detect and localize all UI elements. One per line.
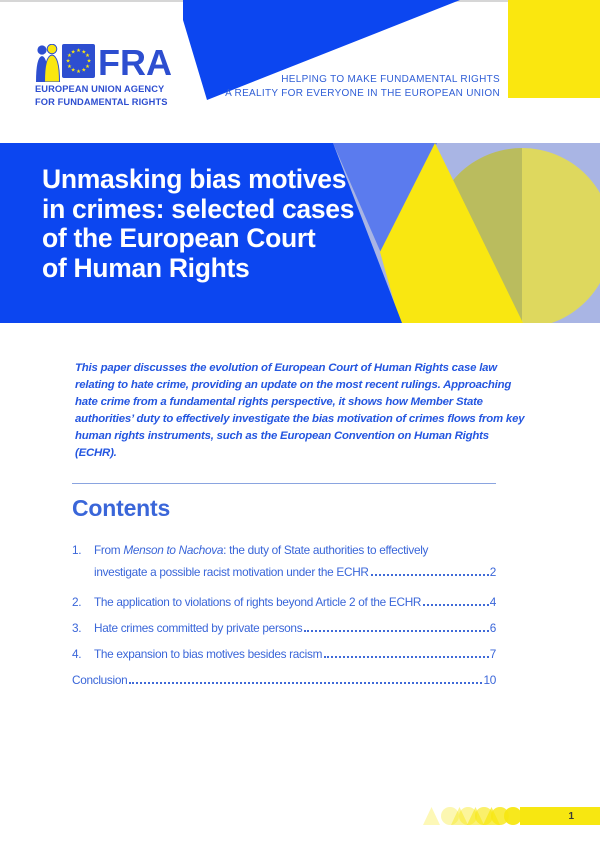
svg-text:★: ★ <box>85 63 91 70</box>
svg-text:★: ★ <box>81 67 87 74</box>
toc-entry-number: 3. <box>72 621 82 635</box>
toc-entry-number: 2. <box>72 595 82 609</box>
title-line4: of Human Rights <box>42 252 250 283</box>
contents-heading: Contents <box>72 495 171 521</box>
toc-entry-conclusion[interactable] <box>72 673 496 687</box>
toc-entry-text: Conclusion <box>72 673 128 687</box>
svg-text:★: ★ <box>81 49 87 56</box>
footer-page-bar <box>520 807 600 825</box>
title-line1: Unmasking bias motives <box>42 164 347 194</box>
contents-section <box>72 483 496 699</box>
dot-leader <box>371 574 489 576</box>
fra-logo <box>35 44 175 108</box>
dot-leader <box>423 604 489 606</box>
toc-entry-2[interactable] <box>72 595 496 609</box>
toc-entry-number: 1. <box>72 543 82 557</box>
svg-text:★: ★ <box>66 53 72 60</box>
toc-entry-number: 4. <box>72 647 82 661</box>
eu-stars-icon <box>62 44 95 78</box>
page-number: 1 <box>568 810 574 822</box>
svg-text:★: ★ <box>76 69 81 75</box>
logo-acronym: FRA <box>98 42 172 83</box>
logo-subtitle-line2: FOR FUNDAMENTAL RIGHTS <box>35 97 168 107</box>
svg-text:★: ★ <box>70 49 76 56</box>
svg-text:★: ★ <box>76 48 81 54</box>
toc-entry-1[interactable] <box>72 539 496 583</box>
toc-page-number: 10 <box>483 673 496 687</box>
svg-text:★: ★ <box>66 63 72 70</box>
toc-entry-text: The expansion to bias motives besides racism <box>94 647 323 661</box>
toc-page-number: 4 <box>489 595 496 609</box>
dot-leader <box>304 630 488 632</box>
person-silhouettes-icon <box>36 44 60 82</box>
toc-page-number: 7 <box>489 647 496 661</box>
title-line3: of the European Court <box>42 223 316 253</box>
toc-page-number: 2 <box>489 565 496 579</box>
svg-text:★: ★ <box>85 53 91 60</box>
tagline-line2: A REALITY FOR EVERYONE IN THE EUROPEAN UNION <box>225 87 500 99</box>
title-line2: in crimes: selected cases <box>42 193 355 224</box>
svg-text:★: ★ <box>65 58 71 65</box>
report-title <box>42 165 354 283</box>
fra-logo-emblem <box>35 44 95 82</box>
toc-entry-text: Hate crimes committed by private persons <box>94 621 303 635</box>
toc-entry-4[interactable] <box>72 647 496 661</box>
toc-page-number: 6 <box>489 621 496 635</box>
title-banner <box>0 143 600 323</box>
svg-text:★: ★ <box>86 58 92 65</box>
header-tagline <box>225 73 500 100</box>
toc-entry-text: The application to violations of rights beyond Article 2 of the ECHR <box>94 595 422 609</box>
dot-leader <box>324 656 489 658</box>
toc-entry-text-line2: investigate a possible racist motivation under the ECHR <box>94 565 369 579</box>
contents-divider-rule <box>72 483 496 484</box>
table-of-contents <box>72 539 496 687</box>
toc-entry-3[interactable] <box>72 621 496 635</box>
abstract-paragraph: This paper discusses the evolution of European Court of Human Rights case law relating to hate crime, providing an update on the most recent rulings. Approaching hate crime from a fundamental rights perspective, it shows how Member State authorities’ duty to effectively investigate the bias motivation of crimes flows from key human rights instruments, such as the European Convention on Human Rights (ECHR). <box>75 362 525 459</box>
logo-subtitle-line1: EUROPEAN UNION AGENCY <box>35 84 165 94</box>
toc-entry-text: From Menson to Nachova: the duty of State authorities to effectively <box>94 543 429 557</box>
tagline-line1: HELPING TO MAKE FUNDAMENTAL RIGHTS <box>281 74 500 85</box>
motif-triangle-icon <box>423 807 440 825</box>
header-yellow-block <box>508 0 600 98</box>
dot-leader <box>129 682 482 684</box>
svg-text:★: ★ <box>70 67 76 74</box>
